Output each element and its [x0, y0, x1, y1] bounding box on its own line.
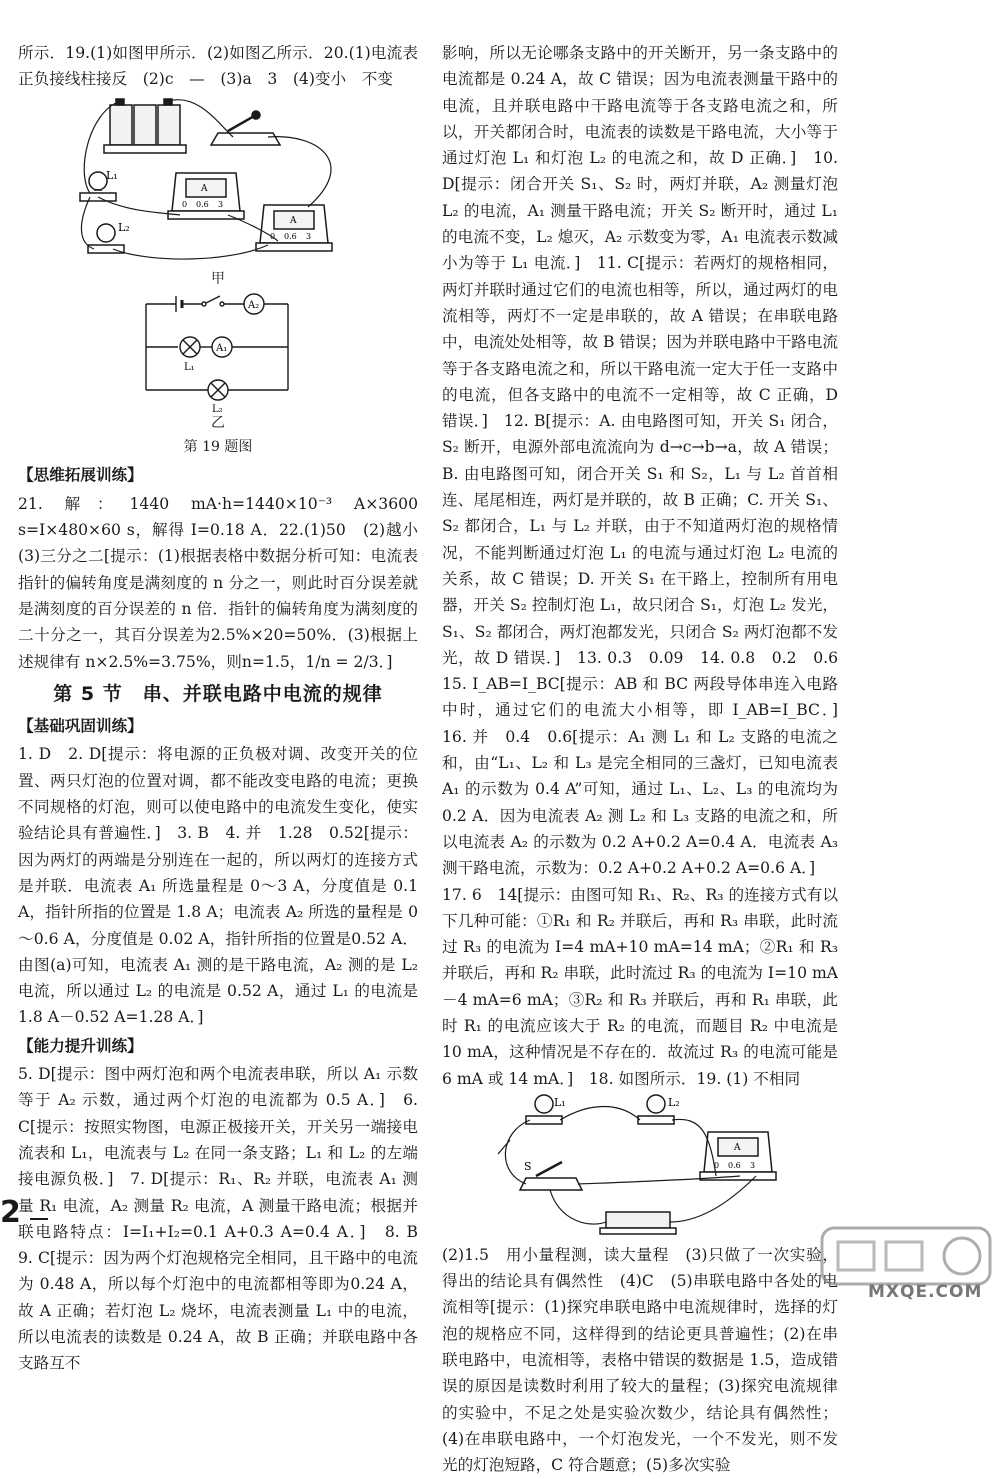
right-para-1: 影响，所以无论哪条支路中的开关断开，另一条支路中的电流都是 0.24 A，故 C 错误；因为电流表测量干路中的电流，且并联电路中干路电流等于各支路电流之和，所以，开关都闭合时，电流表的读数是干路电流，大小等于通过灯泡 L₁ 和灯泡 L₂ 的电流之和，故 D 正确．] 10. D[提示：闭合开关 S₁、S₂ 时，两灯并联，A₂ 测量灯泡 L₂ 的电流，A₁ 测量干路电流；开关 S₂ 断开时，通过 L₁ 的电流不变，L₂ 熄灭，A₂ 示数变为零，A₁ 电流表示数减小为等于 L₁ 电流．] 11. C[提示：若两灯的规格相同，两灯并联时通过它们的电流也相等，所以，通过两灯的电流相等，两灯不一定是串联的，故 A 错误；在串联电路中，电流处处相等，故 B 错误；因为并联电路中干路电流等于各支路电流之和，所以干路电流一定大于任一支路中的电流，但各支路中的电流不一定相等，故 C 正确，D 错误．] 12. B[提示：A. 由电路图可知，开关 S₁ 闭合，S₂ 断开，电源外部电流流向为 d→c→b→a，故 A 错误；B. 由电路图可知，闭合开关 S₁ 和 S₂，L₁ 与 L₂ 首首相连、尾尾相连，两灯是并联的，故 B 正确；C. 开关 S₁、S₂ 都闭合，L₁ 与 L₂ 并联，由于不知道两灯泡的规格情况，不能判断通过灯泡 L₁ 的电流与通过灯泡 L₂ 电流的关系，故 C 错误；D. 开关 S₁ 在干路上，控制所有用电器，开关 S₂ 控制灯泡 L₁，故只闭合 S₁，灯泡 L₂ 发光，S₁、S₂ 都闭合，两灯泡都发光，只闭合 S₂ 两灯泡都不发光，故 D 错误．] 13. 0.3 0.09 14. 0.8 0.2 0.6 15. I_AB=I_BC[提示：AB 和 BC 两段导体串连入电路中时，通过它们的电流大小相等，即 I_AB=I_BC．] 16. 并 0.4 0.6[提示：A₁ 测 L₁ 和 L₂ 支路的电流之和，由“L₁、L₂ 和 L₃ 是完全相同的三盏灯，已知电流表 A₁ 的示数为 0.4 A”可知，通过 L₁、L₂、L₃ 的电流均为 0.2 A．因为电流表 A₂ 测 L₂ 和 L₃ 支路的电流之和，所以电流表 A₂ 的示数为 0.2 A+0.2 A=0.4 A．电流表 A₃ 测干路电流，示数为：0.2 A+0.2 A+0.2 A=0.6 A．] — [442, 44, 854, 878]
figure-18-drawing — [490, 1092, 790, 1242]
fig19-l2-label: L₂ — [118, 220, 130, 234]
yi-a2-label: A₂ — [248, 299, 260, 311]
fig18-ammeter-max: 3 — [750, 1160, 756, 1170]
sec2-text: 1. D 2. D[提示：将电源的正负极对调、改变开关的位置、两只灯泡的位置对调，都不能改变电路的电流；更换不同规格的灯泡，则可以使电路中的电流发生变化，使实验结论具有普遍性．] 3. B 4. 并 1.28 0.52[提示：因为两灯的两端是分别连在一起的，所以两灯的连接方式是并联．电流表 A₁ 所选量程是 0～3 A，分度值是 0.1 A，指针所指的位置是 1.8 A；电流表 A₂ 所选的量程是 0～0.6 A，分度值是 0.02 A，指针所指的位置是0.52 A．由图(a)可知，电流表 A₁ 测的是干路电流，A₂ 测的是 L₂ 电流，所以通过 L₂ 的电流是 0.52 A，通过 L₁ 的电流是1.8 A－0.52 A=1.28 A．] — [18, 745, 418, 1027]
fig18-ammeter-unit: A — [734, 1142, 741, 1153]
figure-19 — [18, 93, 418, 461]
ammeter-2-unit: A — [290, 215, 297, 226]
intro-paragraph: 所示．19.(1)如图甲所示．(2)如图乙所示．20.(1)电流表正负接线柱接反 (2)c — (3)a 3 (4)变小 不变 — [18, 44, 418, 89]
fig18-s-label: S — [524, 1159, 532, 1173]
page-number: 2 — [0, 1195, 21, 1230]
fig18-l1-label: L₁ — [554, 1095, 566, 1109]
ammeter-1-max: 3 — [218, 199, 224, 209]
page-number-rule — [30, 1218, 48, 1220]
fig18-l2-label: L₂ — [668, 1095, 680, 1109]
ammeter-1 — [168, 173, 244, 219]
fig19-l1-label: L₁ — [106, 168, 118, 182]
battery-pack — [104, 99, 186, 153]
right-column — [442, 40, 854, 1479]
fig18-ammeter — [700, 1132, 776, 1180]
fig18-ammeter-mid: 0.6 — [728, 1160, 741, 1170]
ammeter-1-zero: 0 — [182, 199, 188, 209]
yi-a1-label: A₁ — [216, 342, 228, 354]
ammeter-2-max: 3 — [306, 231, 312, 241]
ammeter-1-mid: 0.6 — [196, 199, 209, 209]
yi-l2-label: L₂ — [212, 403, 223, 412]
ammeter-2 — [256, 205, 332, 251]
fig18-battery — [600, 1212, 676, 1234]
sec1-text: 21. 解：1440 mA·h=1440×10⁻³ A×3600 s=I×480×60 s，解得 I=0.18 A．22.(1)50 (2)越小 (3)三分之二[提示：(1)根据表格中数据分析可知：电流表指针的偏转角度是满刻度的 n 分之一，则此时百分误差就是满刻度的百分误差的 n 倍．指针的偏转角度为满刻度的二十分之一，其百分误差为2.5%×20=50%．(3)根据上述规律有 n×2.5%=3.75%，则n=1.5，1/n = 2/3．] — [18, 494, 434, 671]
ammeter-2-mid: 0.6 — [284, 231, 297, 241]
yi-l1-label: L₁ — [184, 361, 195, 373]
knife-switch — [211, 111, 280, 145]
right-para-3: (2)1.5 用小量程测，读大量程 (3)只做了一次实验，得出的结论具有偶然性 (4)C (5)串联电路中各处的电流相等[提示：(1)探究串联电路中电流规律时，选择的灯泡的规格应不同，这样得到的结论更具普遍性；(2)在串联电路中，电流相等，表格中错误的数据是 1.5，造成错误的原因是读数时利用了较大的量程；(3)探究电流规律的实验中，不足之处是实验次数少，结论具有偶然性；(4)在串联电路中，一个灯泡发光，一个不发光，则不发光的灯泡短路，C 符合题意；(5)多次实验 — [442, 1245, 838, 1475]
fig19-label-yi: 乙 — [211, 414, 225, 431]
ammeter-2-zero: 0 — [270, 231, 276, 241]
fig18-ammeter-zero: 0 — [714, 1160, 720, 1170]
section-title: 第 5 节 串、并联电路中电流的规律 — [53, 682, 383, 705]
ammeter-1-unit: A — [201, 183, 208, 194]
circuit-jia-drawing — [68, 93, 368, 268]
left-column — [18, 40, 434, 1377]
sec1-heading: 【思维拓展训练】 — [18, 466, 143, 485]
sec2-heading: 【基础巩固训练】 — [18, 717, 143, 736]
sec3-text: 5. D[提示：图中两灯泡和两个电流表串联，所以 A₁ 示数等于 A₂ 示数，通过两个灯泡的电流都为 0.5 A．] 6. C[提示：按照实物图，电源正极接开关，开关另一端接电流表和 L₁，电流表与 L₂ 在同一条支路；L₁ 和 L₂ 的左端接电源负极．] 7. D[提示：R₁、R₂ 并联，电流表 A₁ 测量 R₁ 电流，A₂ 测量 R₂ 电流，A 测量干路电流；根据并联电路特点：I=I₁+I₂=0.1 A+0.3 A=0.4 A．] 8. B 9. C[提示：因为两个灯泡规格完全相同，且干路中的电流为 0.48 A，所以每个灯泡中的电流都相等即为0.24 A，故 A 正确；若灯泡 L₂ 烧坏，电流表测量 L₁ 中的电流，所以电流表的读数是 0.24 A，故 B 正确；并联电路中各支路互不 — [18, 1065, 434, 1373]
right-para-2: 17. 6 14[提示：由图可知 R₁、R₂、R₃ 的连接方式有以下几种可能：①R₁ 和 R₂ 并联后，再和 R₃ 串联，此时流过 R₃ 的电流为 I=4 mA+10 mA=14 mA；②R₁ 和 R₃ 并联后，再和 R₂ 串联，此时流过 R₃ 的电流为 I=10 mA－4 mA=6 mA；③R₂ 和 R₃ 并联后，再和 R₁ 串联，此时 R₁ 的电流应该大于 R₂ 的电流，而题目 R₂ 中电流是 10 mA，这种情况是不存在的．故流过 R₃ 的电流可能是 6 mA 或 14 mA．] 18. 如图所示．19. (1) 不相同 — [442, 885, 838, 1088]
sec3-heading: 【能力提升训练】 — [18, 1036, 143, 1055]
fig19-label-jia: 甲 — [211, 270, 225, 287]
watermark-url: MXQE.COM — [868, 1282, 983, 1302]
fig19-caption: 第 19 题图 — [183, 439, 253, 456]
circuit-yi-diagram — [138, 292, 298, 412]
